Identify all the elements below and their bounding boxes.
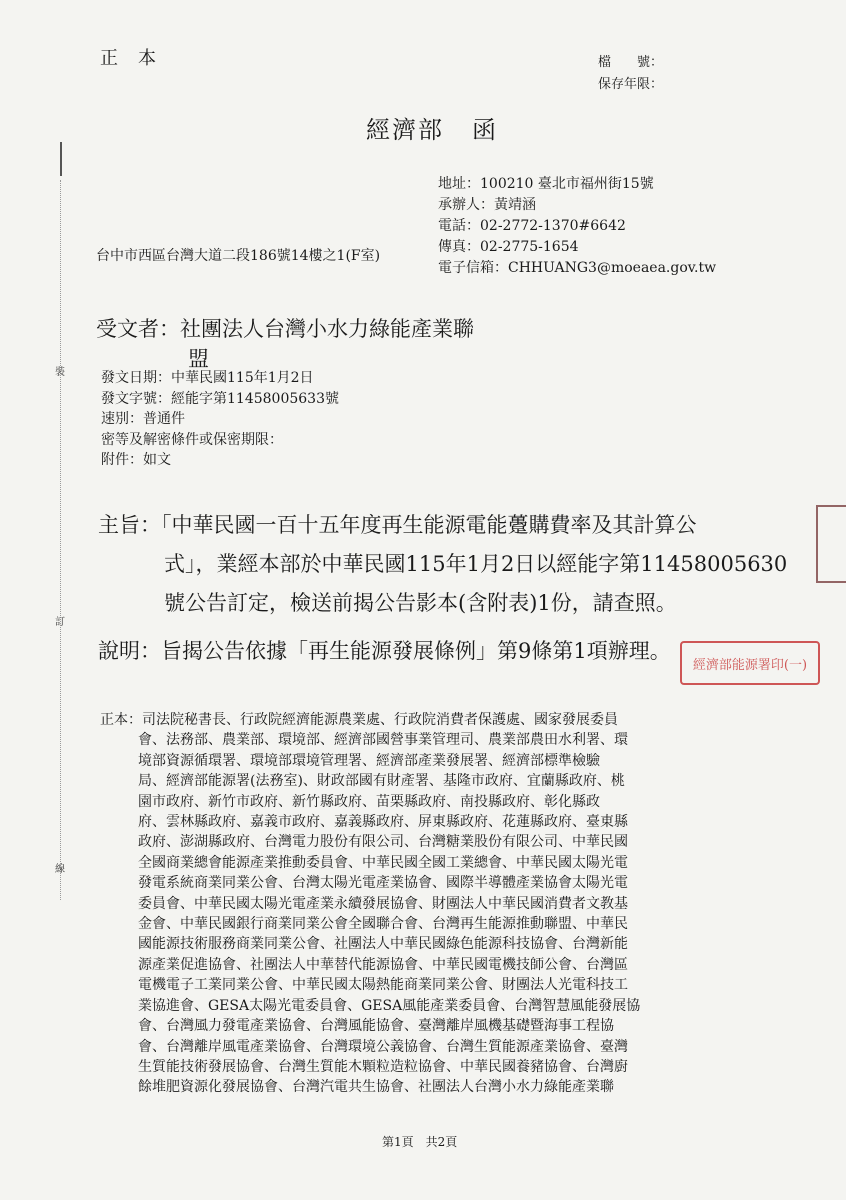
recipient [96, 314, 474, 374]
cc-line: 委員會、中華民國太陽光電產業永續發展協會、財團法人中華民國消費者文教基 [138, 895, 628, 912]
binding-tick [60, 142, 62, 176]
subject-line-3: 號公告訂定，檢送前揭公告影本(含附表)1份，請查照。 [164, 591, 677, 615]
cc-line: 全國商業總會能源產業推動委員會、中華民國全國工業總會、中華民國太陽光電 [138, 854, 628, 871]
cc-line: 政府、澎湖縣政府、台灣電力股份有限公司、台灣糖業股份有限公司、中華民國 [138, 834, 628, 851]
document-type: 函 [472, 116, 498, 144]
cc-line: 會、台灣離岸風電產業協會、台灣環境公義協會、台灣生質能源產業協會、臺灣 [138, 1038, 628, 1055]
official-seal: 經濟部能源署印(一) [680, 641, 820, 685]
recipient-address: 台中市西區台灣大道二段186號14樓之1(F室) [96, 248, 381, 264]
retention-label: 保存年限： [598, 77, 664, 92]
file-number-label: 檔 號： [598, 55, 664, 70]
cc-line: 境部資源循環署、環境部環境管理署、經濟部產業發展署、經濟部標準檢驗 [138, 752, 600, 769]
cc-line: 正本：司法院秘書長、行政院經濟能源農業處、行政院消費者保護處、國家發展委員 [100, 712, 618, 728]
cc-line: 業協進會、GESA太陽光電委員會、GESA風能產業委員會、台灣智慧風能發展協 [138, 997, 641, 1014]
binding-mark-2: 訂 [55, 617, 65, 628]
edge-stamp [816, 505, 846, 583]
contact-block [438, 174, 716, 279]
dispatch-info [101, 368, 339, 471]
page-footer: 第1頁 共2頁 [382, 1135, 458, 1149]
file-meta [598, 52, 667, 96]
subject-section [98, 506, 787, 623]
security-level: 密等及解密條件或保密期限： [101, 431, 283, 448]
dispatch-date: 發文日期：中華民國115年1月2日 [101, 370, 314, 386]
dispatch-speed: 速別：普通件 [101, 411, 185, 427]
cc-line: 園市政府、新竹市政府、新竹縣政府、苗栗縣政府、南投縣政府、彰化縣政 [138, 793, 600, 810]
cc-line: 發電系統商業同業公會、台灣太陽光電產業協會、國際半導體產業協會太陽光電 [138, 875, 628, 892]
cc-line: 金會、中華民國銀行商業同業公會全國聯合會、台灣再生能源推動聯盟、中華民 [138, 916, 628, 933]
cc-line: 會、台灣風力發電產業協會、台灣風能協會、臺灣離岸風機基礎暨海事工程協 [138, 1018, 614, 1035]
contact-address: 地址：100210 臺北市福州街15號 [438, 176, 654, 192]
contact-email: 電子信箱：CHHUANG3@moeaea.gov.tw [438, 260, 717, 276]
cc-line: 生質能技術發展協會、台灣生質能木顆粒造粒協會、中華民國養豬協會、台灣廚 [138, 1058, 628, 1075]
binding-mark-1: 裝 [55, 367, 65, 378]
copy-type-label: 正本 [100, 48, 176, 69]
explanation-section: 說明：旨揭公告依據「再生能源發展條例」第9條第1項辦理。 [98, 639, 671, 663]
cc-line: 局、經濟部能源署(法務室)、財政部國有財產署、基隆市政府、宜蘭縣政府、桃 [138, 773, 625, 790]
cc-line: 源產業促進協會、社團法人中華替代能源協會、中華民國電機技師公會、台灣區 [138, 956, 628, 973]
binding-mark-3: 線 [55, 864, 65, 875]
cc-list [100, 710, 640, 1098]
cc-line: 府、雲林縣政府、嘉義市政府、嘉義縣政府、屏東縣政府、花蓮縣政府、臺東縣 [138, 814, 628, 831]
recipient-line-2: 盟 [188, 347, 209, 371]
binding-line [60, 180, 62, 900]
cc-line: 國能源技術服務商業同業公會、社團法人中華民國綠色能源科技協會、台灣新能 [138, 936, 628, 953]
recipient-line-1: 受文者：社團法人台灣小水力綠能產業聯 [96, 317, 474, 341]
contact-phone: 電話：02-2772-1370#6642 [438, 218, 626, 234]
contact-fax: 傳真：02-2775-1654 [438, 239, 579, 255]
subject-line-1: 主旨：「中華民國一百十五年度再生能源電能躉購費率及其計算公 [98, 513, 697, 537]
dispatch-number: 發文字號：經能字第11458005633號 [101, 390, 339, 407]
issuing-organization: 經濟部 [366, 116, 444, 144]
cc-line: 餘堆肥資源化發展協會、台灣汽電共生協會、社團法人台灣小水力綠能產業聯 [138, 1079, 614, 1096]
attachment-note: 附件：如文 [101, 452, 171, 468]
document-title [366, 110, 498, 145]
cc-line: 電機電子工業同業公會、中華民國太陽熱能商業同業公會、財團法人光電科技工 [138, 977, 628, 994]
contact-handler: 承辦人：黃靖涵 [438, 197, 536, 213]
cc-line: 會、法務部、農業部、環境部、經濟部國營事業管理司、農業部農田水利署、環 [138, 732, 628, 749]
subject-line-2: 式」，業經本部於中華民國115年1月2日以經能字第11458005630 [164, 552, 788, 576]
